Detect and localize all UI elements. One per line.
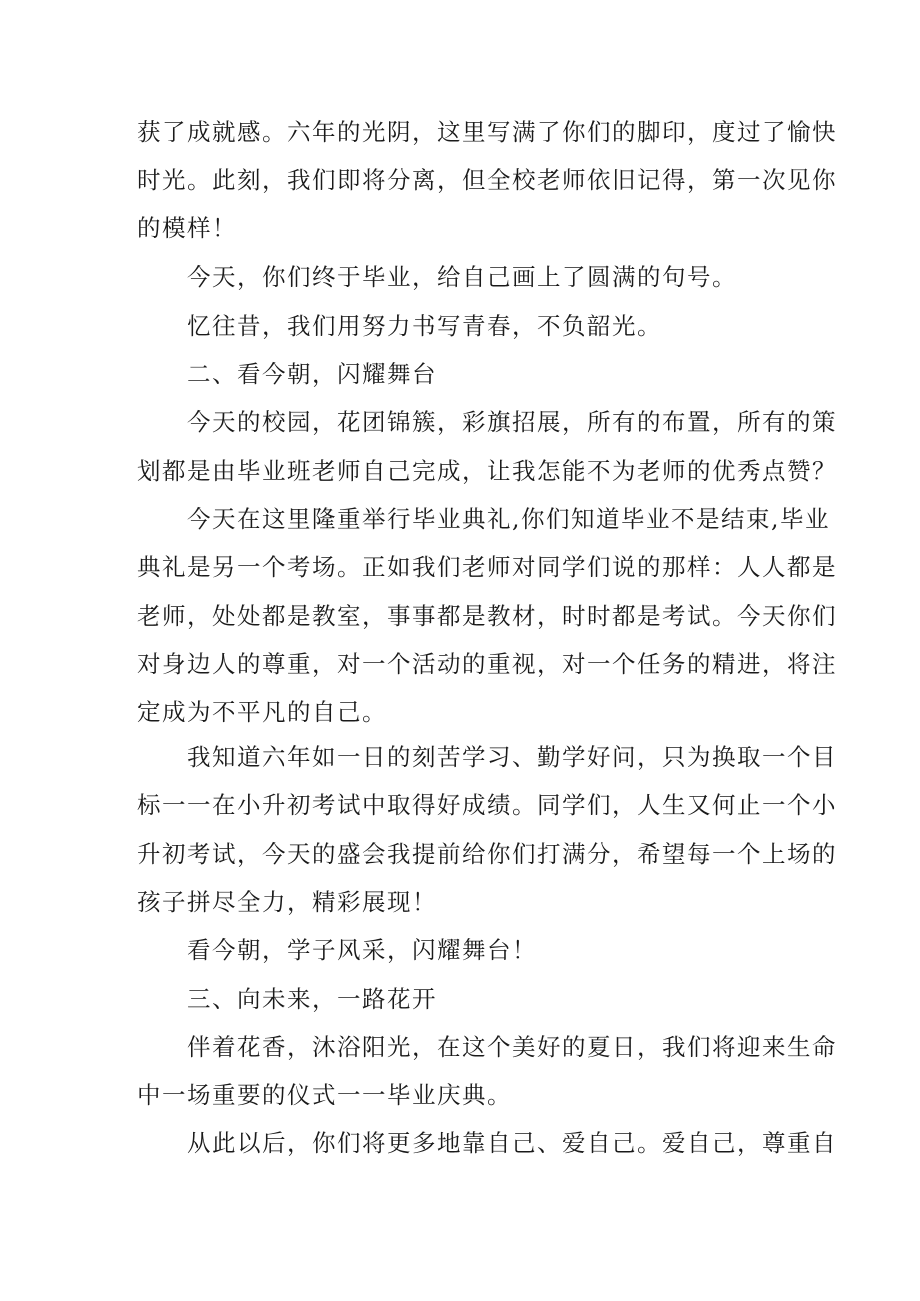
paragraph-line: 伴着花香，沐浴阳光，在这个美好的夏日，我们将迎来生命 [187, 1033, 837, 1061]
paragraph-line: 今天的校园，花团锦簇，彩旗招展，所有的布置，所有的策 [187, 408, 837, 436]
paragraph-line: 中一场重要的仪式一一毕业庆典。 [137, 1081, 512, 1109]
paragraph-line: 对身边人的尊重，对一个活动的重视，对一个任务的精进，将注 [137, 650, 837, 678]
paragraph-line: 孩子拼尽全力，精彩展现！ [137, 888, 437, 916]
paragraph-line: 的模样！ [137, 214, 237, 242]
paragraph-line: 时光。此刻，我们即将分离，但全校老师依旧记得，第一次见你 [137, 166, 837, 194]
paragraph-line: 典礼是另一个考场。正如我们老师对同学们说的那样：人人都是 [137, 553, 837, 581]
paragraph-line: 升初考试，今天的盛会我提前给你们打满分，希望每一个上场的 [137, 840, 837, 868]
paragraph-line: 获了成就感。六年的光阴，这里写满了你们的脚印，度过了愉快 [137, 118, 837, 146]
section-heading: 二、看今朝，闪耀舞台 [187, 360, 437, 388]
paragraph-line: 标一一在小升初考试中取得好成绩。同学们，人生又何止一个小 [137, 791, 837, 819]
paragraph-line: 定成为不平凡的自己。 [137, 698, 387, 726]
paragraph-line: 看今朝，学子风采，闪耀舞台！ [187, 936, 537, 964]
paragraph-line: 划都是由毕业班老师自己完成，让我怎能不为老师的优秀点赞？ [137, 457, 837, 485]
paragraph-line: 今天在这里隆重举行毕业典礼,你们知道毕业不是结束,毕业 [187, 505, 830, 533]
paragraph-line: 今天，你们终于毕业，给自己画上了圆满的句号。 [187, 263, 737, 291]
paragraph-line: 老师，处处都是教室，事事都是教材，时时都是考试。今天你们 [137, 602, 837, 630]
paragraph-line: 我知道六年如一日的刻苦学习、勤学好问，只为换取一个目 [187, 743, 837, 771]
paragraph-line: 忆往昔，我们用努力书写青春，不负韶光。 [187, 312, 662, 340]
section-heading: 三、向未来，一路花开 [187, 985, 437, 1013]
paragraph-line: 从此以后，你们将更多地靠自己、爱自己。爱自己，尊重自 [187, 1129, 837, 1157]
